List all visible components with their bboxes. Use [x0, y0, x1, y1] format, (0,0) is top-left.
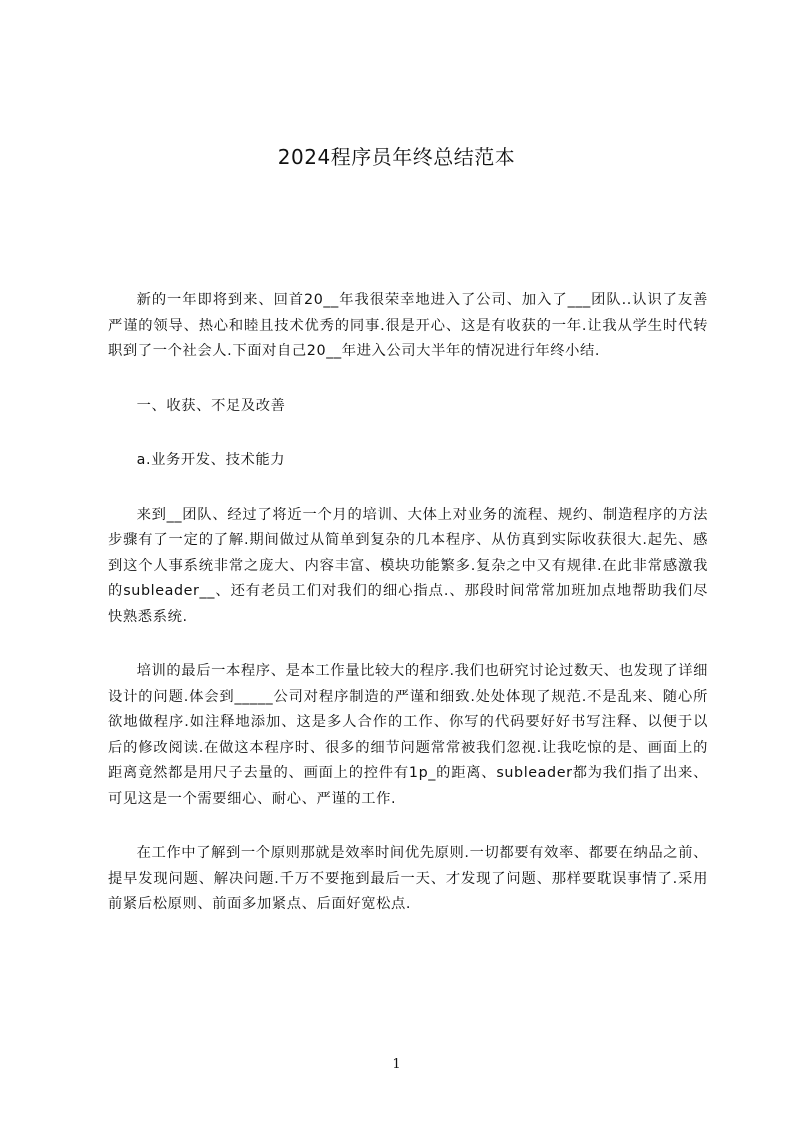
body-paragraph: 来到__团队、经过了将近一个月的培训、大体上对业务的流程、规约、制造程序的方法步骤有了一定的了解.期间做过从简单到复杂的几本程序、从仿真到实际收获很大.起先、感到这个人事系统非常之庞大、内容丰富、模块功能繁多.复杂之中又有规律.在此非常感激我的subleader__、还有老员工们对我们的细心指点.、那段时间常常加班加点地帮助我们尽快熟悉系统. [108, 506, 708, 625]
body-paragraph: 培训的最后一本程序、是本工作量比较大的程序.我们也研究讨论过数天、也发现了详细设计的问题.体会到_____公司对程序制造的严谨和细致.处处体现了规范.不是乱来、随心所欲地做程序.如注释地添加、这是多人合作的工作、你写的代码要好好书写注释、以便于以后的修改阅读.在做这本程序时、很多的细节问题常常被我们忽视.让我吃惊的是、画面上的距离竟然都是用尺子去量的、画面上的控件有1p_的距离、subleader都为我们指了出来、可见这是一个需要细心、耐心、严谨的工作. [108, 663, 708, 807]
document-title: 2024程序员年终总结范本 [277, 145, 516, 169]
document-body [108, 288, 708, 947]
section-heading: 一、收获、不足及改善 [136, 397, 286, 414]
subsection-heading: a.业务开发、技术能力 [136, 452, 286, 468]
body-paragraph: 在工作中了解到一个原则那就是效率时间优先原则.一切都要有效率、都要在纳品之前、提早发现问题、解决问题.千万不要拖到最后一天、才发现了问题、那样要耽误事情了.采用前紧后松原则、前面多加紧点、后面好宽松点. [108, 845, 708, 912]
page-number: 1 [392, 1057, 401, 1072]
intro-paragraph: 新的一年即将到来、回首20__年我很荣幸地进入了公司、加入了___团队..认识了友善严谨的领导、热心和睦且技术优秀的同事.很是开心、这是有收获的一年.让我从学生时代转职到了一个社会人.下面对自己20__年进入公司大半年的情况进行年终小结. [108, 292, 708, 359]
